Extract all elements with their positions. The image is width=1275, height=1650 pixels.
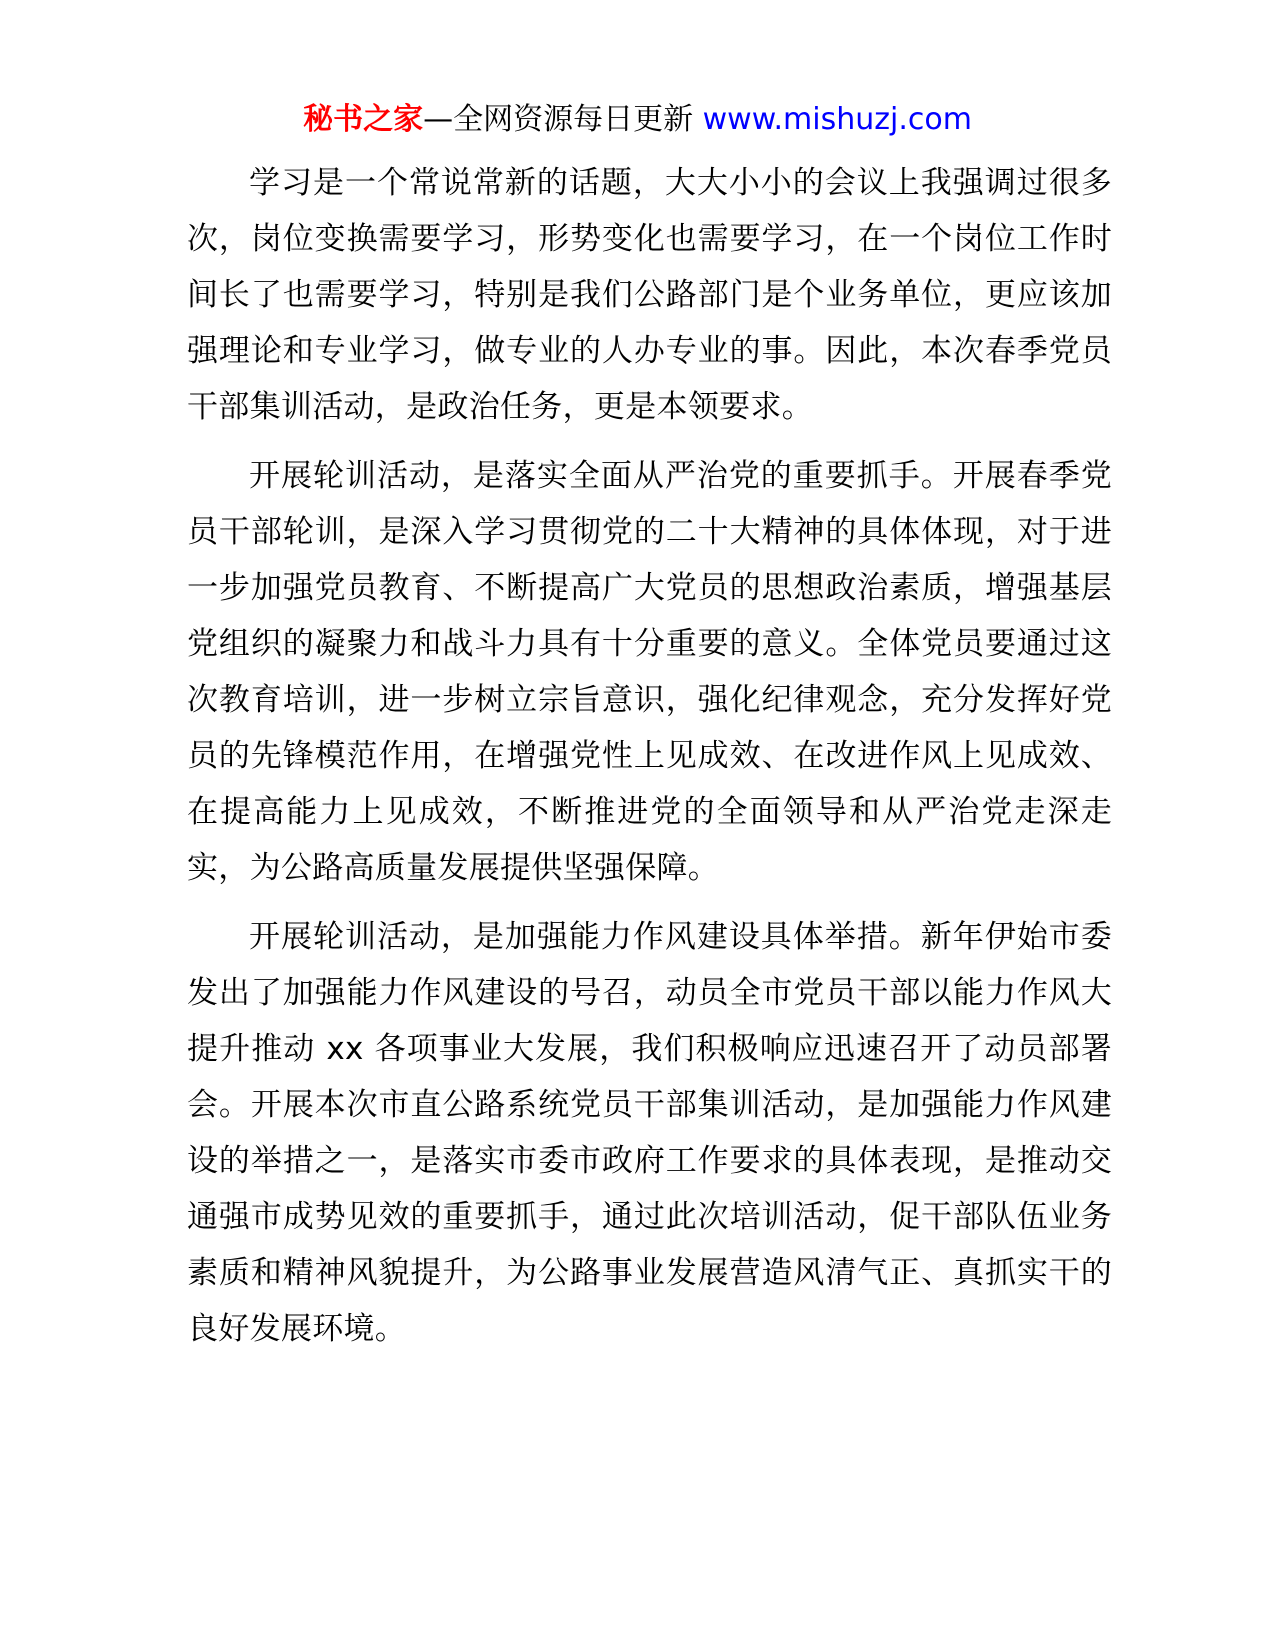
document-body (187, 155, 1112, 1370)
paragraph-1: 学习是一个常说常新的话题，大大小小的会议上我强调过很多次，岗位变换需要学习，形势变化也需要学习，在一个岗位工作时间长了也需要学习，特别是我们公路部门是个业务单位，更应该加强理论和专业学习，做专业的人办专业的事。因此，本次春季党员干部集训活动，是政治任务，更是本领要求。 (187, 165, 1112, 425)
paragraph-3: 开展轮训活动，是加强能力作风建设具体举措。新年伊始市委发出了加强能力作风建设的号召，动员全市党员干部以能力作风大提升推动 xx 各项事业大发展，我们积极响应迅速召开了动员部署会。开展本次市直公路系统党员干部集训活动，是加强能力作风建设的举措之一，是落实市委市政府工作要求的具体表现，是推动交通强市成势见效的重要抓手，通过此次培训活动，促干部队伍业务素质和精神风貌提升，为公路事业发展营造风清气正、真抓实干的良好发展环境。 (187, 919, 1112, 1347)
site-header (0, 100, 1275, 140)
header-tagline: —全网资源每日更新 (423, 102, 694, 137)
site-url-link[interactable]: www.mishuzj.com (702, 102, 972, 137)
brand-name: 秘书之家 (303, 102, 424, 137)
paragraph-2: 开展轮训活动，是落实全面从严治党的重要抓手。开展春季党员干部轮训，是深入学习贯彻党的二十大精神的具体体现，对于进一步加强党员教育、不断提高广大党员的思想政治素质，增强基层党组织的凝聚力和战斗力具有十分重要的意义。全体党员要通过这次教育培训，进一步树立宗旨意识，强化纪律观念，充分发挥好党员的先锋模范作用，在增强党性上见成效、在改进作风上见成效、在提高能力上见成效，不断推进党的全面领导和从严治党走深走实，为公路高质量发展提供坚强保障。 (187, 458, 1112, 886)
